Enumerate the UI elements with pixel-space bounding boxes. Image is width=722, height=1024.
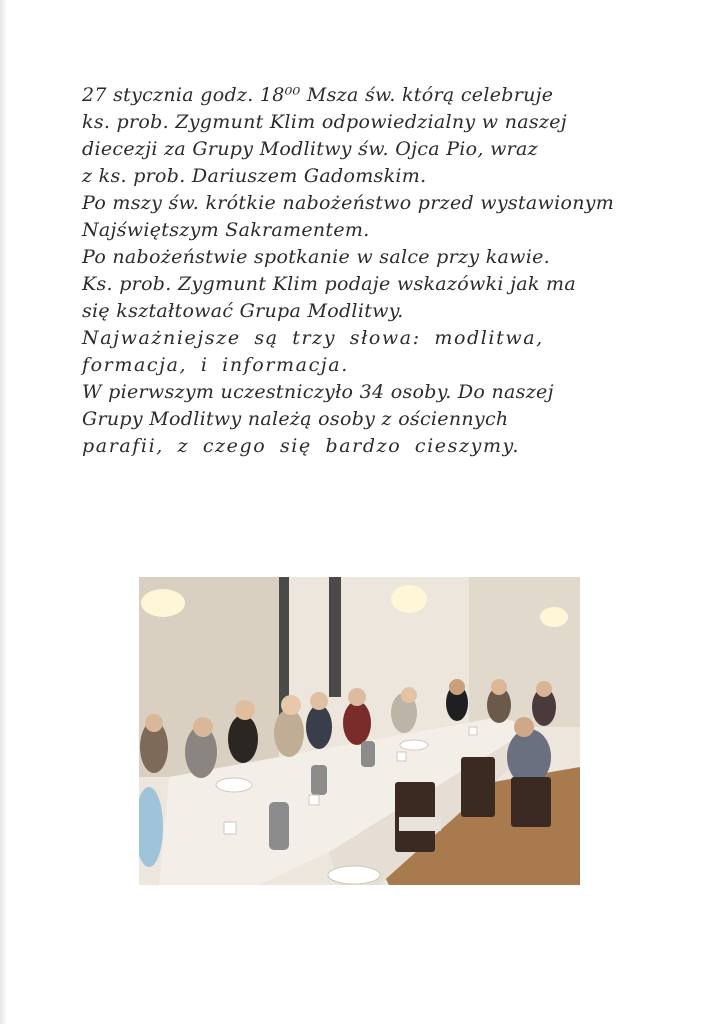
note-line: Grupy Modlitwy należą osoby z ościennych xyxy=(82,408,509,430)
note-line: diecezji za Grupy Modlitwy św. Ojca Pio, wraz xyxy=(82,138,538,160)
handwritten-note xyxy=(82,82,682,460)
meeting-photo-illustration xyxy=(139,577,580,885)
note-line: parafii, z czego się bardzo cieszymy. xyxy=(82,435,521,457)
note-line: Po mszy św. krótkie nabożeństwo przed wystawionym xyxy=(82,192,615,214)
note-line: W pierwszym uczestniczyło 34 osoby. Do naszej xyxy=(82,381,554,403)
scanned-page-edge xyxy=(0,0,6,1024)
note-line: Po nabożeństwie spotkanie w salce przy kawie. xyxy=(82,246,550,268)
photo-right-wall xyxy=(469,577,580,727)
note-line: ks. prob. Zygmunt Klim odpowiedzialny w naszej xyxy=(82,111,567,133)
note-line: Najważniejsze są trzy słowa: modlitwa, xyxy=(82,327,544,349)
note-line: z ks. prob. Dariuszem Gadomskim. xyxy=(82,165,427,187)
note-line: Ks. prob. Zygmunt Klim podaje wskazówki jak ma xyxy=(82,273,576,295)
photo-pillar xyxy=(329,577,341,697)
note-line: 27 stycznia godz. 18⁰⁰ Msza św. którą celebruje xyxy=(82,84,554,106)
note-line: się kształtować Grupa Modlitwy. xyxy=(82,300,404,322)
photo-wall-lamp xyxy=(141,589,185,617)
photo-wall-lamp xyxy=(540,607,568,627)
photo-wall-lamp xyxy=(391,585,427,613)
meeting-photo xyxy=(139,577,580,885)
note-line: formacja, i informacja. xyxy=(82,354,349,376)
note-line: Najświętszym Sakramentem. xyxy=(82,219,370,241)
